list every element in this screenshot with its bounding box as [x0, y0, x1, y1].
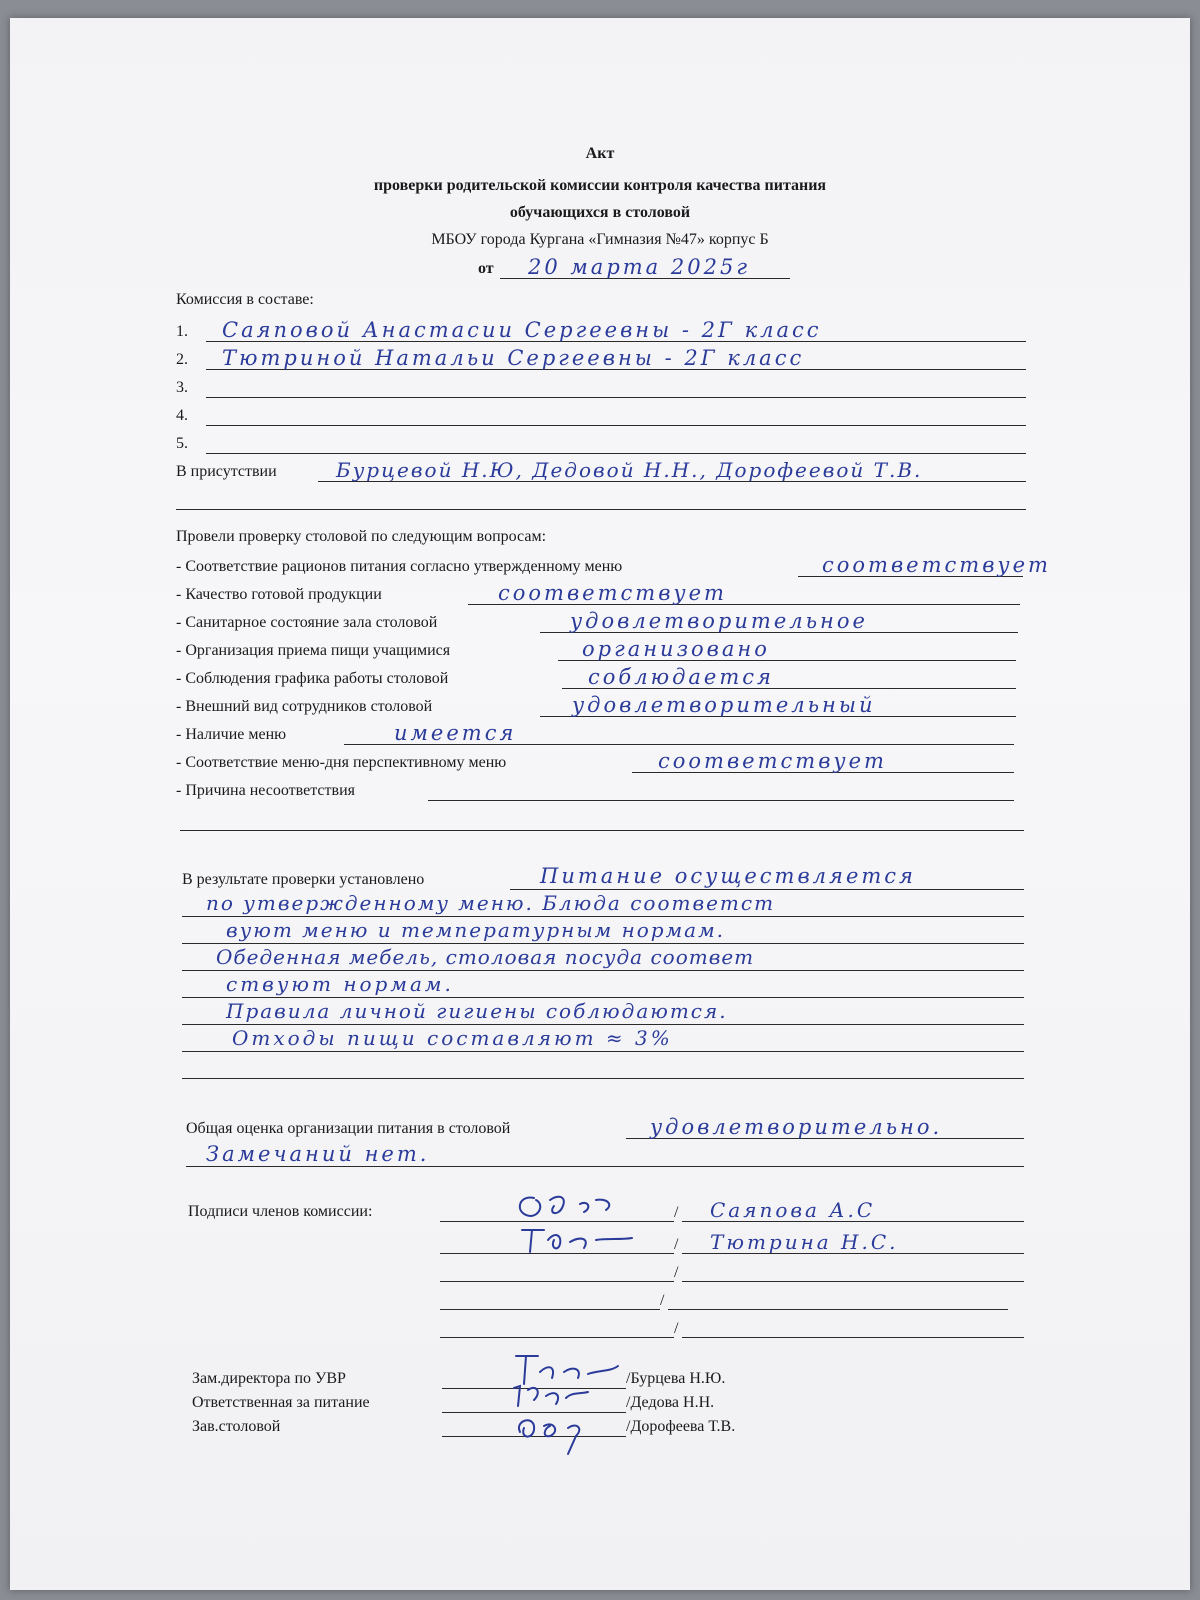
official-2-signature — [506, 1378, 596, 1412]
signature-3-slash: / — [674, 1264, 679, 1281]
inspection-q2: - Качество готовой продукции — [176, 586, 382, 603]
inspection-a3-handwritten: удовлетворительное — [570, 609, 868, 633]
member-2-number: 2. — [176, 351, 188, 368]
official-2-name: /Дедова Н.Н. — [626, 1394, 715, 1411]
date-handwritten: 20 марта 2025г — [528, 255, 750, 279]
signature-3-line — [440, 1281, 674, 1282]
member-5-line — [206, 453, 1026, 454]
document-sheet — [10, 18, 1190, 1590]
signature-5-slash: / — [674, 1320, 679, 1337]
member-5-number: 5. — [176, 435, 188, 452]
organization-name: МБОУ города Кургана «Гимназия №47» корпус Б — [431, 231, 769, 248]
overall-handwritten-2: Замечаний нет. — [206, 1142, 430, 1166]
result-line-5 — [182, 997, 1024, 998]
member-2-handwritten: Тютриной Натальи Сергеевны - 2Г класс — [222, 346, 805, 370]
inspection-q4: - Организация приема пищи учащимися — [176, 642, 451, 659]
member-4-number: 4. — [176, 407, 188, 424]
overall-label: Общая оценка организации питания в столовой — [186, 1120, 511, 1137]
official-3-role: Зав.столовой — [192, 1418, 281, 1435]
result-handwritten-1: Питание осуществляется — [540, 864, 916, 888]
inspection-a6-handwritten: удовлетворительный — [572, 693, 876, 717]
overall-line-2 — [186, 1166, 1024, 1167]
result-handwritten-5: ствуют нормам. — [226, 972, 454, 996]
signature-1-name: Саяпова А.С — [710, 1198, 876, 1222]
signature-4-slash: / — [660, 1292, 665, 1309]
result-line-4 — [182, 970, 1024, 971]
result-handwritten-2: по утвержденному меню. Блюда соответст — [206, 891, 776, 915]
official-3-name: /Дорофеева Т.В. — [626, 1418, 736, 1435]
inspection-a4-handwritten: организовано — [582, 637, 770, 661]
inspection-q7: - Наличие меню — [176, 726, 287, 743]
signature-4-name-line — [668, 1309, 1008, 1310]
official-1-name: /Бурцева Н.Ю. — [626, 1370, 726, 1387]
official-3-signature — [510, 1408, 610, 1458]
result-handwritten-6: Правила личной гигиены соблюдаются. — [226, 999, 728, 1023]
signature-2-mark — [510, 1222, 640, 1256]
inspection-q9: - Причина несоответствия — [176, 782, 355, 799]
presence-label: В присутствии — [176, 463, 277, 480]
signature-5-name-line — [682, 1337, 1024, 1338]
member-4-line — [206, 425, 1026, 426]
result-handwritten-4: Обеденная мебель, столовая посуда соответ — [216, 945, 755, 969]
member-1-number: 1. — [176, 323, 188, 340]
inspection-extra-line — [180, 830, 1024, 831]
presence-handwritten: Бурцевой Н.Ю, Дедовой Н.Н., Дорофеевой Т.В. — [336, 458, 923, 482]
inspection-a2-handwritten: соответствует — [498, 581, 727, 605]
signature-2-name: Тютрина Н.С. — [710, 1230, 899, 1254]
signature-4-line — [440, 1309, 660, 1310]
result-handwritten-7: Отходы пищи составляют ≈ 3% — [232, 1026, 673, 1050]
member-1-handwritten: Саяповой Анастасии Сергеевны - 2Г класс — [222, 318, 822, 342]
result-line-1 — [510, 889, 1024, 890]
commission-label: Комиссия в составе: — [176, 291, 314, 308]
official-1-role: Зам.директора по УВР — [192, 1370, 346, 1387]
signature-3-name-line — [682, 1281, 1024, 1282]
inspection-q5: - Соблюдения графика работы столовой — [176, 670, 449, 687]
inspection-a7-handwritten: имеется — [394, 721, 517, 745]
inspection-a9-line — [428, 800, 1014, 801]
inspection-q6: - Внешний вид сотрудников столовой — [176, 698, 433, 715]
overall-handwritten-1: удовлетворительно. — [650, 1115, 943, 1139]
inspection-q1: - Соответствие рационов питания согласно утвержденному меню — [176, 558, 623, 575]
inspection-a5-handwritten: соблюдается — [588, 665, 774, 689]
signature-5-line — [440, 1337, 674, 1338]
result-handwritten-3: вуют меню и температурным нормам. — [226, 918, 726, 942]
member-3-line — [206, 397, 1026, 398]
inspection-a8-handwritten: соответствует — [658, 749, 887, 773]
member-3-number: 3. — [176, 379, 188, 396]
signature-1-slash: / — [674, 1204, 679, 1221]
result-line-7 — [182, 1051, 1024, 1052]
inspection-a1-handwritten: соответствует — [822, 553, 1051, 577]
signatures-label: Подписи членов комиссии: — [188, 1203, 373, 1220]
official-2-role: Ответственная за питание — [192, 1394, 370, 1411]
document-title: Акт — [585, 145, 615, 162]
inspection-label: Провели проверку столовой по следующим вопросам: — [176, 528, 547, 545]
document-subtitle-2: обучающихся в столовой — [509, 204, 691, 221]
result-line-8 — [182, 1078, 1024, 1079]
result-line-2 — [182, 916, 1024, 917]
document-subtitle-1: проверки родительской комиссии контроля качества питания — [373, 177, 827, 194]
presence-line-2 — [176, 509, 1026, 510]
result-label: В результате проверки установлено — [182, 871, 425, 888]
inspection-q8: - Соответствие меню-дня перспективному меню — [176, 754, 507, 771]
signature-2-slash: / — [674, 1236, 679, 1253]
signature-1-mark — [510, 1190, 640, 1224]
result-line-6 — [182, 1024, 1024, 1025]
date-prefix: от — [478, 260, 494, 277]
inspection-q3: - Санитарное состояние зала столовой — [176, 614, 438, 631]
result-line-3 — [182, 943, 1024, 944]
